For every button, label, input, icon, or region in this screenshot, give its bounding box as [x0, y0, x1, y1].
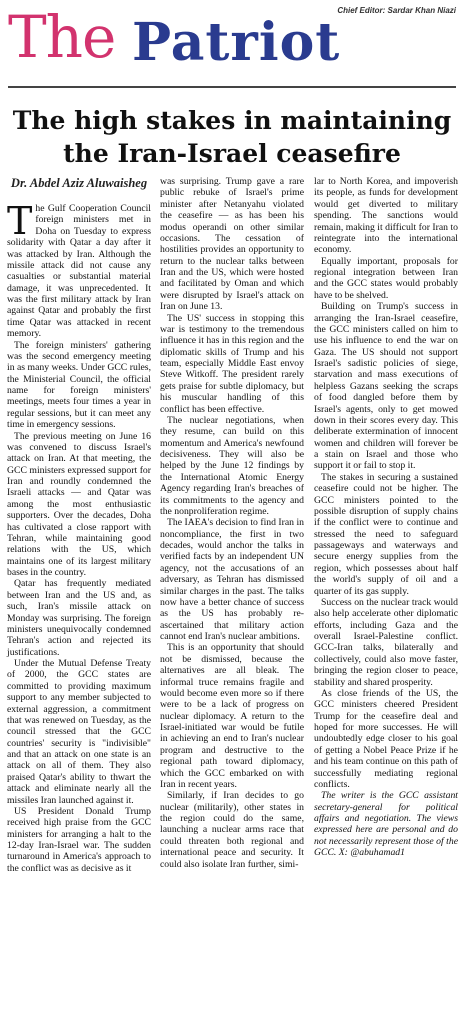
chief-editor-credit: Chief Editor: Sardar Khan Niazi	[337, 6, 456, 15]
article-paragraph: The nuclear negotiations, when they resume, can build on this momentum and America's newfound decisiveness. They will also be helped by the June 12 findings by the International Atomic Energy Agency regarding Iran's breaches of its commitments to the agency and the nonproliferation regime.	[160, 414, 304, 517]
article-paragraph: Equally important, proposals for regional integration between Iran and the GCC states would probably have to be shelved.	[314, 255, 458, 301]
article-column-1	[7, 176, 151, 874]
article-paragraph: This is an opportunity that should not be dismissed, because the alternatives are all bleak. The informal truce remains fragile and would become even more so if there were to be a lack of progress on nuclear diplomacy. A return to the Israel-initiated war would be futile in achieving an end to Iran's nuclear program and destructive to the regional path toward diplomacy, which the GCC embarked on with Iran in recent years.	[160, 642, 304, 790]
article-headline: The high stakes in maintaining the Iran-Israel ceasefire	[12, 106, 452, 168]
masthead	[0, 0, 464, 88]
article-paragraph: As close friends of the US, the GCC ministers cheered President Trump for the ceasefire deal and hoped for more successes. He will undoubtedly edge closer to his goal of getting a Nobel Peace Prize if he and his team continue on this path of successfully mediating regional conflicts.	[314, 687, 458, 790]
article-column-2	[160, 176, 304, 870]
article-paragraph: Building on Trump's success in arranging the Iran-Israel ceasefire, the GCC ministers called on him to use his influence to end the war on Gaza. The US should not support Israel's sadistic policies of siege, starvation and mass executions of helpless Gazans seeking the scraps of food dangled before them by Israel's agents, only to get mowed down in their scores every day. This deliberate extermination of innocent women and children will forever be a stain on Israel and those who support it or fail to stop it.	[314, 301, 458, 472]
article-paragraph: Success on the nuclear track would also help accelerate other diplomatic efforts, including Gaza and the overall Israel-Palestine conflict. GCC-Iran talks, bilaterally and collectively, could also move faster, bringing the region closer to peace, stability and shared prosperity.	[314, 596, 458, 688]
article-paragraph: US President Donald Trump received high praise from the GCC ministers for arranging a halt to the 12-day Iran-Israel war. The sudden turnaround in America's approach to the conflict was as decisive as it	[7, 805, 151, 874]
article-paragraph: Qatar has frequently mediated between Iran and the US and, as such, Iran's missile attack on Monday was surprising. The foreign ministers unequivocally condemned Tehran's action and rejected its justifications.	[7, 578, 151, 658]
article-paragraph: Similarly, if Iran decides to go nuclear (militarily), other states in the region could do the same, launching a nuclear arms race that could threaten both regional and international peace and security. It could also isolate Iran further, simi-	[160, 790, 304, 870]
article-paragraph: Under the Mutual Defense Treaty of 2000, the GCC states are committed to providing maximum support to any member subjected to external aggression, a commitment that was renewed on Tuesday, as the council stressed that the GCC countries' security is "indivisible" and that an attack on one state is an attack on all of them. They also praised Qatar's ability to thwart the attack and eliminate nearly all the missiles Iran launched against it.	[7, 658, 151, 806]
masthead-rule	[8, 86, 456, 88]
article-paragraph: The IAEA's decision to find Iran in noncompliance, the first in two decades, would anchor the talks in verified facts by an independent UN agency, not the accusations of an adversary, as Tehran has dismissed similar charges in the past. The talks now have a better chance of success as the US has probably re-ascertained that military action cannot end Iran's nuclear ambitions.	[160, 517, 304, 642]
article-paragraph: The Gulf Cooperation Council foreign ministers met in Doha on Tuesday to express solidarity with Qatar a day after it was attacked by Iran. Although the missile attack did not cause any casualties or substantial material damage, it was unprecedented. It was the first military attack by Iran against Qatar and probably the first time Qatar was attacked in recent memory.	[7, 199, 151, 340]
article-paragraph: The US' success in stopping this war is testimony to the tremendous influence it has in this region and the diplomatic skills of Trump and his team, especially Middle East envoy Steve Witkoff. The president rarely gets praise for subtle diplomacy, but his muscular handling of this conflict has been effective.	[160, 312, 304, 415]
drop-cap: T	[7, 199, 33, 243]
author-note: The writer is the GCC assistant secretary-general for political affairs and negotiation. The views expressed here are personal and do not necessarily represent those of the GCC. X: @abuhamad1	[314, 790, 458, 859]
masthead-title: Patriot	[132, 12, 341, 73]
byline: Dr. Abdel Aziz Aluwaisheg	[10, 176, 148, 190]
article-paragraph: lar to North Korea, and impoverish its people, as funds for development would get diverted to military spending. The sanctions would remain, making it difficult for Iran to reintegrate into the international economy.	[314, 176, 458, 256]
article-column-3	[314, 176, 458, 859]
masthead-the: The	[8, 3, 116, 71]
article-paragraph: The foreign ministers' gathering was the second emergency meeting in as many weeks. Under GCC rules, the Ministerial Council, the official name for foreign ministers' meetings, meets four times a year in regular sessions, but it can meet any time in emergency sessions.	[7, 339, 151, 431]
article-paragraph: The previous meeting on June 16 was convened to discuss Israel's attack on Iran. At that meeting, the GCC ministers expressed support for Iran and roundly condemned the Israeli attacks — and Qatar was among the most enthusiastic supporters. Over the decades, Doha has cultivated a close rapport with Tehran, while maintaining good relations with the US, which maintains one of its largest military bases in the country.	[7, 430, 151, 578]
article-paragraph: The stakes in securing a sustained ceasefire could not be higher. The GCC ministers pointed to the possible disruption of supply chains if the conflict were to continue and stressed the need to safeguard passageways and waterways and secure energy supplies from the region, which possesses about half the world's supply of oil and a quarter of its gas supply.	[314, 471, 458, 597]
article-paragraph: was surprising. Trump gave a rare public rebuke of Israel's prime minister after Netanyahu violated the ceasefire — as has been his modus operandi on other similar occasions. The cessation of hostilities provides an opportunity to return to the nuclear talks between Iran and the US, which were hosted and facilitated by Oman and which were disrupted by Israel's attack on Iran on June 13.	[160, 176, 304, 313]
